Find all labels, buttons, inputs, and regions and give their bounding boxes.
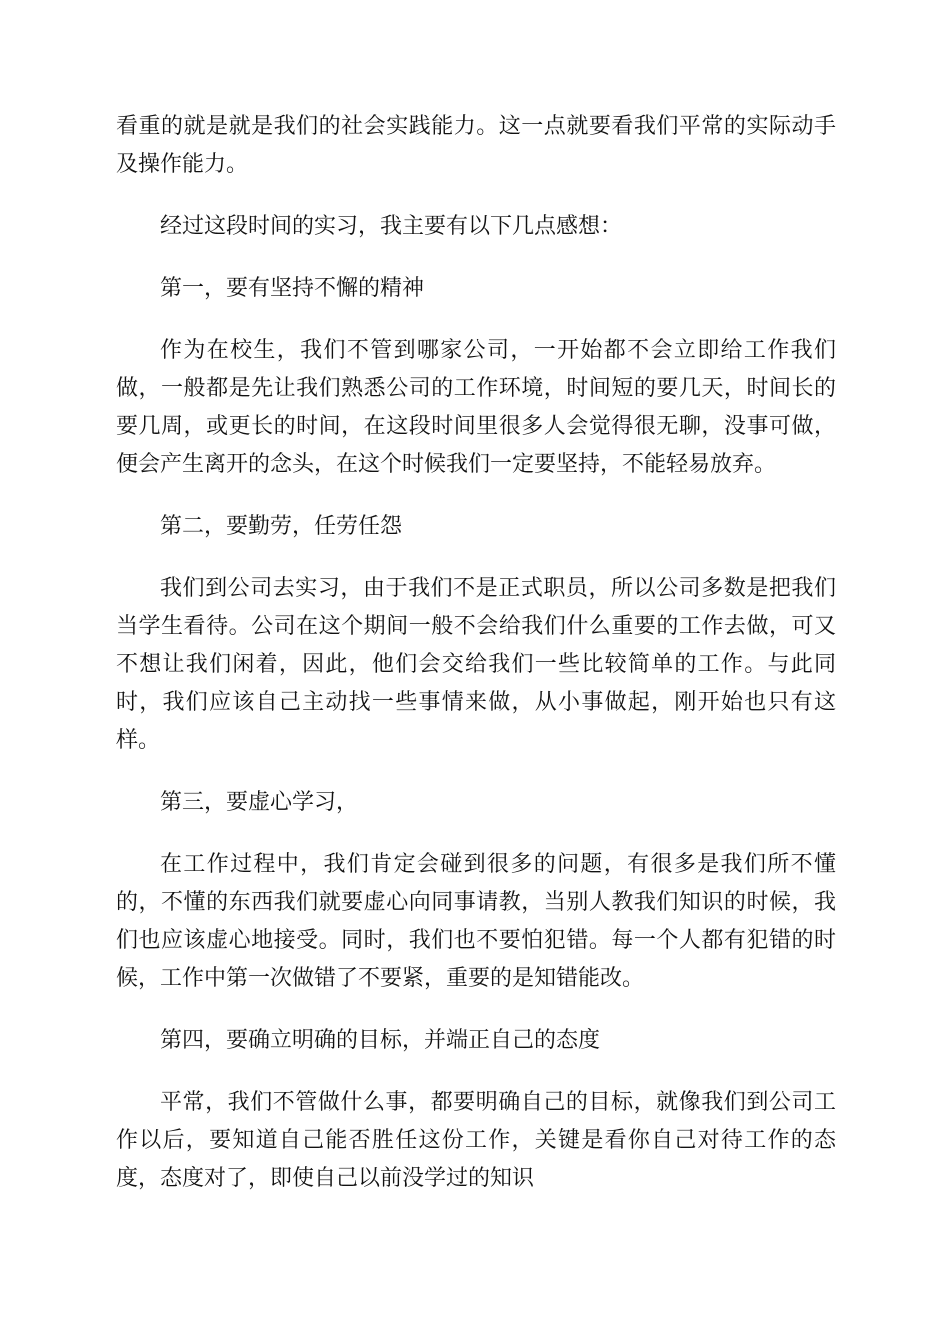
heading-point-two: 第二，要勤劳，任劳任怨 (160, 514, 403, 539)
paragraph-point-two: 我们到公司去实习，由于我们不是正式职员，所以公司多数是把我们当学生看待。公司在这个期间一般不会给我们什么重要的工作去做，可又不想让我们闲着，因此，他们会交给我们一些比较简单的工作。与此同时，我们应该自己主动找一些事情来做，从小事做起，刚开始也只有这样。 (116, 576, 836, 753)
paragraph-intro: 经过这段时间的实习，我主要有以下几点感想： (160, 214, 623, 239)
heading-point-four: 第四，要确立明确的目标，并端正自己的态度 (160, 1028, 601, 1053)
paragraph-continuation: 看重的就是就是我们的社会实践能力。这一点就要看我们平常的实际动手及操作能力。 (116, 114, 836, 177)
heading-point-one: 第一，要有坚持不懈的精神 (160, 276, 425, 301)
document-body (116, 108, 836, 1222)
paragraph-point-one: 作为在校生，我们不管到哪家公司，一开始都不会立即给工作我们做，一般都是先让我们熟悉公司的工作环境，时间短的要几天，时间长的要几周，或更长的时间，在这段时间里很多人会觉得很无聊，没事可做，便会产生离开的念头，在这个时候我们一定要坚持，不能轻易放弃。 (116, 338, 836, 477)
paragraph-point-three: 在工作过程中，我们肯定会碰到很多的问题，有很多是我们所不懂的，不懂的东西我们就要虚心向同事请教，当别人教我们知识的时候，我们也应该虚心地接受。同时，我们也不要怕犯错。每一个人都有犯错的时候，工作中第一次做错了不要紧，重要的是知错能改。 (116, 852, 836, 991)
paragraph-point-four: 平常，我们不管做什么事，都要明确自己的目标，就像我们到公司工作以后，要知道自己能否胜任这份工作，关键是看你自己对待工作的态度，态度对了，即使自己以前没学过的知识 (116, 1090, 836, 1191)
heading-point-three: 第三，要虚心学习， (160, 790, 359, 815)
